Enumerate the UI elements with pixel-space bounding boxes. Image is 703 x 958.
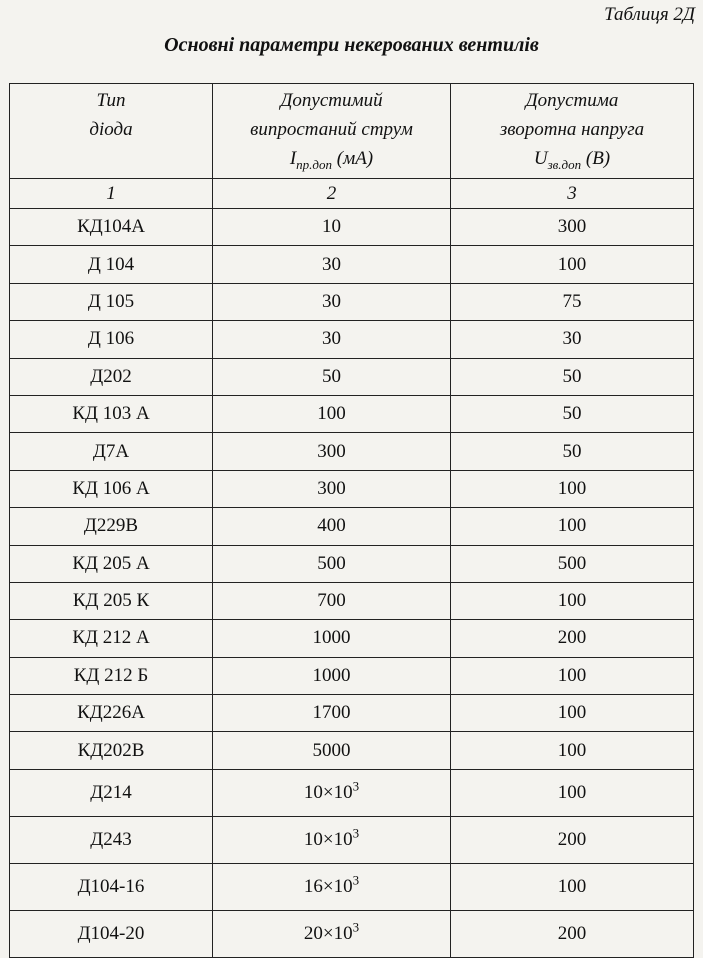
table-row — [10, 582, 694, 619]
voltage-cell: 200 — [451, 620, 694, 657]
column-index: 3 — [451, 179, 694, 209]
table-row — [10, 816, 694, 863]
diode-parameters-table — [9, 83, 694, 958]
times-sign: × — [322, 781, 334, 803]
current-base: 10 — [333, 922, 353, 944]
diode-type-cell: КД104А — [10, 209, 213, 246]
diode-type-cell: КД 205 А — [10, 545, 213, 582]
table-row — [10, 433, 694, 470]
diode-type-cell: КД 212 А — [10, 620, 213, 657]
table-row — [10, 910, 694, 957]
current-cell — [213, 863, 451, 910]
table-row — [10, 358, 694, 395]
voltage-cell: 50 — [451, 395, 694, 432]
diode-type-cell: КД 212 Б — [10, 657, 213, 694]
table-row — [10, 283, 694, 320]
diode-type-cell: Д 106 — [10, 321, 213, 358]
current-cell: 1000 — [213, 657, 451, 694]
current-cell: 100 — [213, 395, 451, 432]
voltage-cell: 500 — [451, 545, 694, 582]
current-cell: 300 — [213, 433, 451, 470]
current-exponent: 3 — [352, 919, 360, 935]
column-index-row — [10, 179, 694, 209]
diode-type-cell: Д104-16 — [10, 863, 213, 910]
voltage-cell: 30 — [451, 321, 694, 358]
header-line: діода — [89, 119, 133, 140]
diode-type-cell: Д104-20 — [10, 910, 213, 957]
header-allowed-reverse-voltage — [451, 84, 694, 179]
voltage-cell: 100 — [451, 582, 694, 619]
current-base: 10 — [333, 781, 353, 803]
table-row — [10, 732, 694, 769]
header-symbol-line — [451, 144, 693, 173]
voltage-cell: 100 — [451, 863, 694, 910]
current-cell: 700 — [213, 582, 451, 619]
current-cell: 30 — [213, 321, 451, 358]
diode-type-cell: Д229В — [10, 508, 213, 545]
header-allowed-current — [213, 84, 451, 179]
current-cell: 50 — [213, 358, 451, 395]
current-cell: 1000 — [213, 620, 451, 657]
header-line: Допустимий — [280, 90, 383, 111]
current-cell: 30 — [213, 246, 451, 283]
symbol-subscript: зв.доп — [547, 156, 582, 172]
header-line: Допустима — [525, 90, 619, 111]
current-exponent: 3 — [352, 872, 360, 888]
current-base: 10 — [333, 875, 353, 897]
current-mantissa: 10 — [303, 828, 323, 850]
times-sign: × — [322, 922, 334, 944]
table-row — [10, 395, 694, 432]
current-cell — [213, 910, 451, 957]
current-cell: 300 — [213, 470, 451, 507]
table-row — [10, 246, 694, 283]
diode-type-cell: Д214 — [10, 769, 213, 816]
table-title: Основні параметри некерованих вентилів — [164, 34, 539, 56]
unit: (В) — [581, 148, 611, 169]
unit: (мА) — [332, 148, 374, 169]
current-mantissa: 20 — [303, 922, 323, 944]
column-index: 1 — [10, 179, 213, 209]
header-row — [10, 84, 694, 179]
diode-type-cell: Д243 — [10, 816, 213, 863]
current-mantissa: 10 — [303, 781, 323, 803]
times-sign: × — [322, 875, 334, 897]
current-exponent: 3 — [352, 778, 360, 794]
current-cell: 10 — [213, 209, 451, 246]
current-cell: 5000 — [213, 732, 451, 769]
diode-type-cell: Д7А — [10, 433, 213, 470]
diode-type-cell: КД202В — [10, 732, 213, 769]
times-sign: × — [322, 828, 334, 850]
table-row — [10, 769, 694, 816]
diode-type-cell: КД 106 А — [10, 470, 213, 507]
diode-type-cell: Д 104 — [10, 246, 213, 283]
current-cell — [213, 769, 451, 816]
table-row — [10, 545, 694, 582]
current-base: 10 — [333, 828, 353, 850]
current-cell: 30 — [213, 283, 451, 320]
voltage-cell: 200 — [451, 816, 694, 863]
diode-type-cell: КД226А — [10, 695, 213, 732]
current-mantissa: 16 — [303, 875, 323, 897]
diode-type-cell: КД 205 К — [10, 582, 213, 619]
header-line: випростаний струм — [250, 119, 413, 140]
voltage-cell: 100 — [451, 657, 694, 694]
table-row — [10, 657, 694, 694]
diode-type-cell: КД 103 А — [10, 395, 213, 432]
table-row — [10, 321, 694, 358]
current-cell: 1700 — [213, 695, 451, 732]
voltage-cell: 50 — [451, 358, 694, 395]
voltage-cell: 100 — [451, 470, 694, 507]
symbol: I — [289, 148, 297, 169]
diode-type-cell: Д202 — [10, 358, 213, 395]
table-row — [10, 863, 694, 910]
table-number: Таблиця 2Д — [604, 4, 695, 25]
table-row — [10, 508, 694, 545]
header-line: Тип — [96, 90, 126, 111]
voltage-cell: 100 — [451, 246, 694, 283]
voltage-cell: 100 — [451, 508, 694, 545]
voltage-cell: 75 — [451, 283, 694, 320]
voltage-cell: 200 — [451, 910, 694, 957]
current-cell — [213, 816, 451, 863]
header-line: зворотна напруга — [499, 119, 645, 140]
voltage-cell: 300 — [451, 209, 694, 246]
voltage-cell: 100 — [451, 732, 694, 769]
current-cell: 400 — [213, 508, 451, 545]
column-index: 2 — [213, 179, 451, 209]
table-row — [10, 209, 694, 246]
current-exponent: 3 — [352, 825, 360, 841]
table-row — [10, 470, 694, 507]
table-row — [10, 620, 694, 657]
voltage-cell: 50 — [451, 433, 694, 470]
current-cell: 500 — [213, 545, 451, 582]
header-diode-type — [10, 84, 213, 179]
voltage-cell: 100 — [451, 769, 694, 816]
voltage-cell: 100 — [451, 695, 694, 732]
symbol: U — [533, 148, 548, 169]
symbol-subscript: пр.доп — [296, 156, 332, 172]
table-row — [10, 695, 694, 732]
header-symbol-line — [213, 144, 450, 173]
diode-type-cell: Д 105 — [10, 283, 213, 320]
